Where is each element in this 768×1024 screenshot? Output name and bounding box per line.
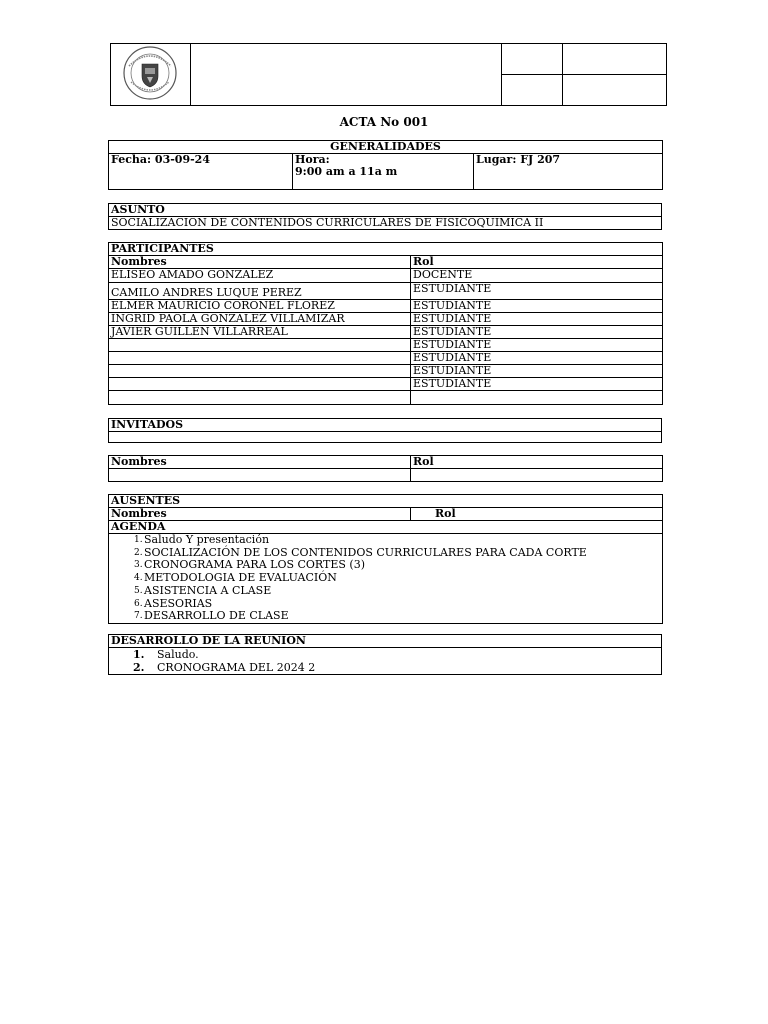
document-header — [110, 43, 667, 106]
lugar-field: Lugar: FJ 207 — [474, 154, 663, 190]
participant-role: ESTUDIANTE — [411, 313, 663, 326]
header-blank-cell — [191, 44, 502, 106]
header-meta-cell — [563, 75, 667, 106]
hora-field — [293, 154, 474, 190]
university-seal-icon — [111, 44, 189, 102]
participant-role: ESTUDIANTE — [411, 365, 663, 378]
list-item — [135, 648, 659, 661]
table-cell — [109, 469, 411, 482]
table-cell — [411, 469, 663, 482]
header-meta-cell — [502, 44, 563, 75]
table-row — [109, 378, 663, 391]
participant-name — [109, 352, 411, 365]
desarrollo-list — [111, 648, 659, 674]
participant-name: CAMILO ANDRES LUQUE PEREZ — [109, 283, 411, 300]
column-header-nombres: Nombres — [109, 456, 411, 469]
header-meta-cell — [502, 75, 563, 106]
column-header-rol: Rol — [411, 508, 663, 521]
participant-name — [109, 339, 411, 352]
asunto-table — [108, 203, 662, 230]
agenda-heading: AGENDA — [109, 521, 663, 534]
participantes-table — [108, 242, 663, 405]
participant-role: DOCENTE — [411, 269, 663, 283]
participant-role: ESTUDIANTE — [411, 378, 663, 391]
agenda-list — [111, 534, 660, 623]
list-item-text: Saludo. — [157, 648, 199, 661]
list-item: DESARROLLO DE CLASE — [144, 609, 289, 623]
table-row — [109, 352, 663, 365]
desarrollo-list-cell — [109, 648, 662, 675]
generalidades-table — [108, 140, 663, 190]
desarrollo-table — [108, 634, 662, 675]
list-item: METODOLOGIA DE EVALUACIÓN — [144, 571, 337, 585]
list-item: ASISTENCIA A CLASE — [144, 583, 272, 597]
desarrollo-heading: DESARROLLO DE LA REUNION — [109, 635, 662, 648]
participant-name: JAVIER GUILLEN VILLARREAL — [109, 326, 411, 339]
table-row — [109, 269, 663, 283]
list-item-text: CRONOGRAMA DEL 2024 2 — [157, 661, 316, 674]
list-item: CRONOGRAMA PARA LOS CORTES (3) — [144, 558, 365, 572]
seal-cell — [111, 44, 191, 106]
table-row — [109, 365, 663, 378]
asunto-text: SOCIALIZACION DE CONTENIDOS CURRICULARES DE FISICOQUIMICA II — [109, 217, 662, 230]
table-row — [109, 339, 663, 352]
list-item: SOCIALIZACIÓN DE LOS CONTENIDOS CURRICULARES PARA CADA CORTE — [144, 545, 587, 559]
table-row — [109, 283, 663, 300]
invitados-list-table — [108, 455, 663, 482]
ausentes-heading: AUSENTES — [109, 495, 663, 508]
invitados-table — [108, 418, 662, 443]
participant-name: ELMER MAURICIO CORONEL FLOREZ — [109, 300, 411, 313]
participant-role — [411, 391, 663, 405]
column-header-nombres: Nombres — [109, 508, 411, 521]
list-item — [135, 661, 659, 674]
hora-label: Hora: — [295, 153, 330, 166]
participantes-heading: PARTICIPANTES — [109, 243, 663, 256]
participant-name: ELISEO AMADO GONZALEZ — [109, 269, 411, 283]
document-title: ACTA No 001 — [339, 115, 429, 129]
list-item: ASESORIAS — [144, 596, 213, 610]
column-header-rol: Rol — [411, 256, 663, 269]
participant-name: INGRID PAOLA GONZALEZ VILLAMIZAR — [109, 313, 411, 326]
participant-role: ESTUDIANTE — [411, 352, 663, 365]
asunto-heading: ASUNTO — [109, 204, 662, 217]
hora-value: 9:00 am a 11a m — [295, 165, 398, 178]
fecha-field: Fecha: 03-09-24 — [109, 154, 293, 190]
participant-role: ESTUDIANTE — [411, 339, 663, 352]
header-meta-cell — [563, 44, 667, 75]
generalidades-heading: GENERALIDADES — [109, 141, 663, 154]
ausentes-agenda-table — [108, 494, 663, 624]
participant-role: ESTUDIANTE — [411, 283, 663, 300]
participant-name — [109, 365, 411, 378]
list-item: Saludo Y presentación — [144, 533, 270, 546]
table-row — [109, 391, 663, 405]
invitados-blank-row — [109, 432, 662, 443]
participant-name — [109, 378, 411, 391]
table-row — [109, 326, 663, 339]
invitados-heading: INVITADOS — [109, 419, 662, 432]
table-row — [109, 313, 663, 326]
participant-role: ESTUDIANTE — [411, 300, 663, 313]
participant-name — [109, 391, 411, 405]
agenda-list-cell — [109, 534, 663, 624]
column-header-rol: Rol — [411, 456, 663, 469]
column-header-nombres: Nombres — [109, 256, 411, 269]
participant-role: ESTUDIANTE — [411, 326, 663, 339]
table-row — [109, 300, 663, 313]
